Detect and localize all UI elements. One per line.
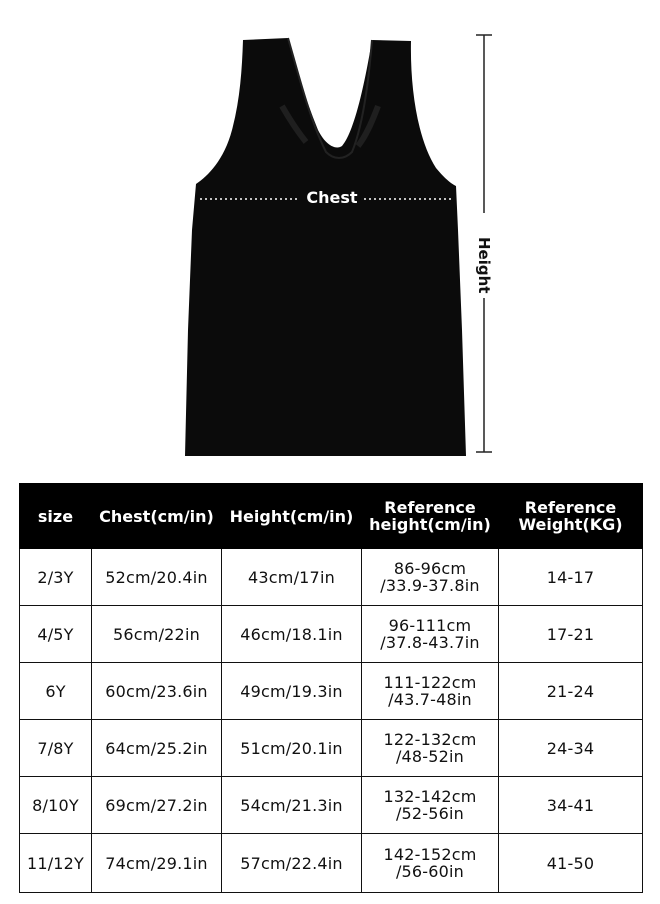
tank-top-shape bbox=[185, 38, 466, 456]
cell-chest: 64cm/25.2in bbox=[92, 720, 222, 777]
cell-height: 43cm/17in bbox=[222, 549, 362, 606]
table-header-row bbox=[20, 484, 643, 549]
cell-size: 2/3Y bbox=[20, 549, 92, 606]
cell-reference-height: 122-132cm /48-52in bbox=[362, 720, 499, 777]
cell-height: 46cm/18.1in bbox=[222, 606, 362, 663]
table-row bbox=[20, 777, 643, 834]
cell-weight: 21-24 bbox=[499, 663, 643, 720]
cell-weight: 17-21 bbox=[499, 606, 643, 663]
table-row bbox=[20, 549, 643, 606]
cell-chest: 56cm/22in bbox=[92, 606, 222, 663]
header-height: Height(cm/in) bbox=[222, 484, 362, 549]
cell-reference-height: 96-111cm /37.8-43.7in bbox=[362, 606, 499, 663]
cell-height: 57cm/22.4in bbox=[222, 834, 362, 893]
cell-size: 4/5Y bbox=[20, 606, 92, 663]
cell-weight: 14-17 bbox=[499, 549, 643, 606]
header-size: size bbox=[20, 484, 92, 549]
cell-chest: 69cm/27.2in bbox=[92, 777, 222, 834]
size-chart-table bbox=[19, 483, 643, 893]
table-row bbox=[20, 720, 643, 777]
cell-chest: 52cm/20.4in bbox=[92, 549, 222, 606]
table-row bbox=[20, 834, 643, 893]
cell-reference-height: 111-122cm /43.7-48in bbox=[362, 663, 499, 720]
table-row bbox=[20, 663, 643, 720]
height-label: Height bbox=[475, 237, 493, 294]
header-chest: Chest(cm/in) bbox=[92, 484, 222, 549]
cell-weight: 34-41 bbox=[499, 777, 643, 834]
cell-reference-height: 132-142cm /52-56in bbox=[362, 777, 499, 834]
cell-height: 51cm/20.1in bbox=[222, 720, 362, 777]
header-reference-weight: Reference Weight(KG) bbox=[499, 484, 643, 549]
cell-chest: 74cm/29.1in bbox=[92, 834, 222, 893]
header-reference-height: Reference height(cm/in) bbox=[362, 484, 499, 549]
cell-reference-height: 86-96cm /33.9-37.8in bbox=[362, 549, 499, 606]
cell-size: 7/8Y bbox=[20, 720, 92, 777]
cell-height: 54cm/21.3in bbox=[222, 777, 362, 834]
table-row bbox=[20, 606, 643, 663]
cell-reference-height: 142-152cm /56-60in bbox=[362, 834, 499, 893]
cell-height: 49cm/19.3in bbox=[222, 663, 362, 720]
cell-size: 11/12Y bbox=[20, 834, 92, 893]
cell-weight: 41-50 bbox=[499, 834, 643, 893]
cell-weight: 24-34 bbox=[499, 720, 643, 777]
chest-label: Chest bbox=[306, 188, 358, 207]
cell-chest: 60cm/23.6in bbox=[92, 663, 222, 720]
cell-size: 6Y bbox=[20, 663, 92, 720]
cell-size: 8/10Y bbox=[20, 777, 92, 834]
